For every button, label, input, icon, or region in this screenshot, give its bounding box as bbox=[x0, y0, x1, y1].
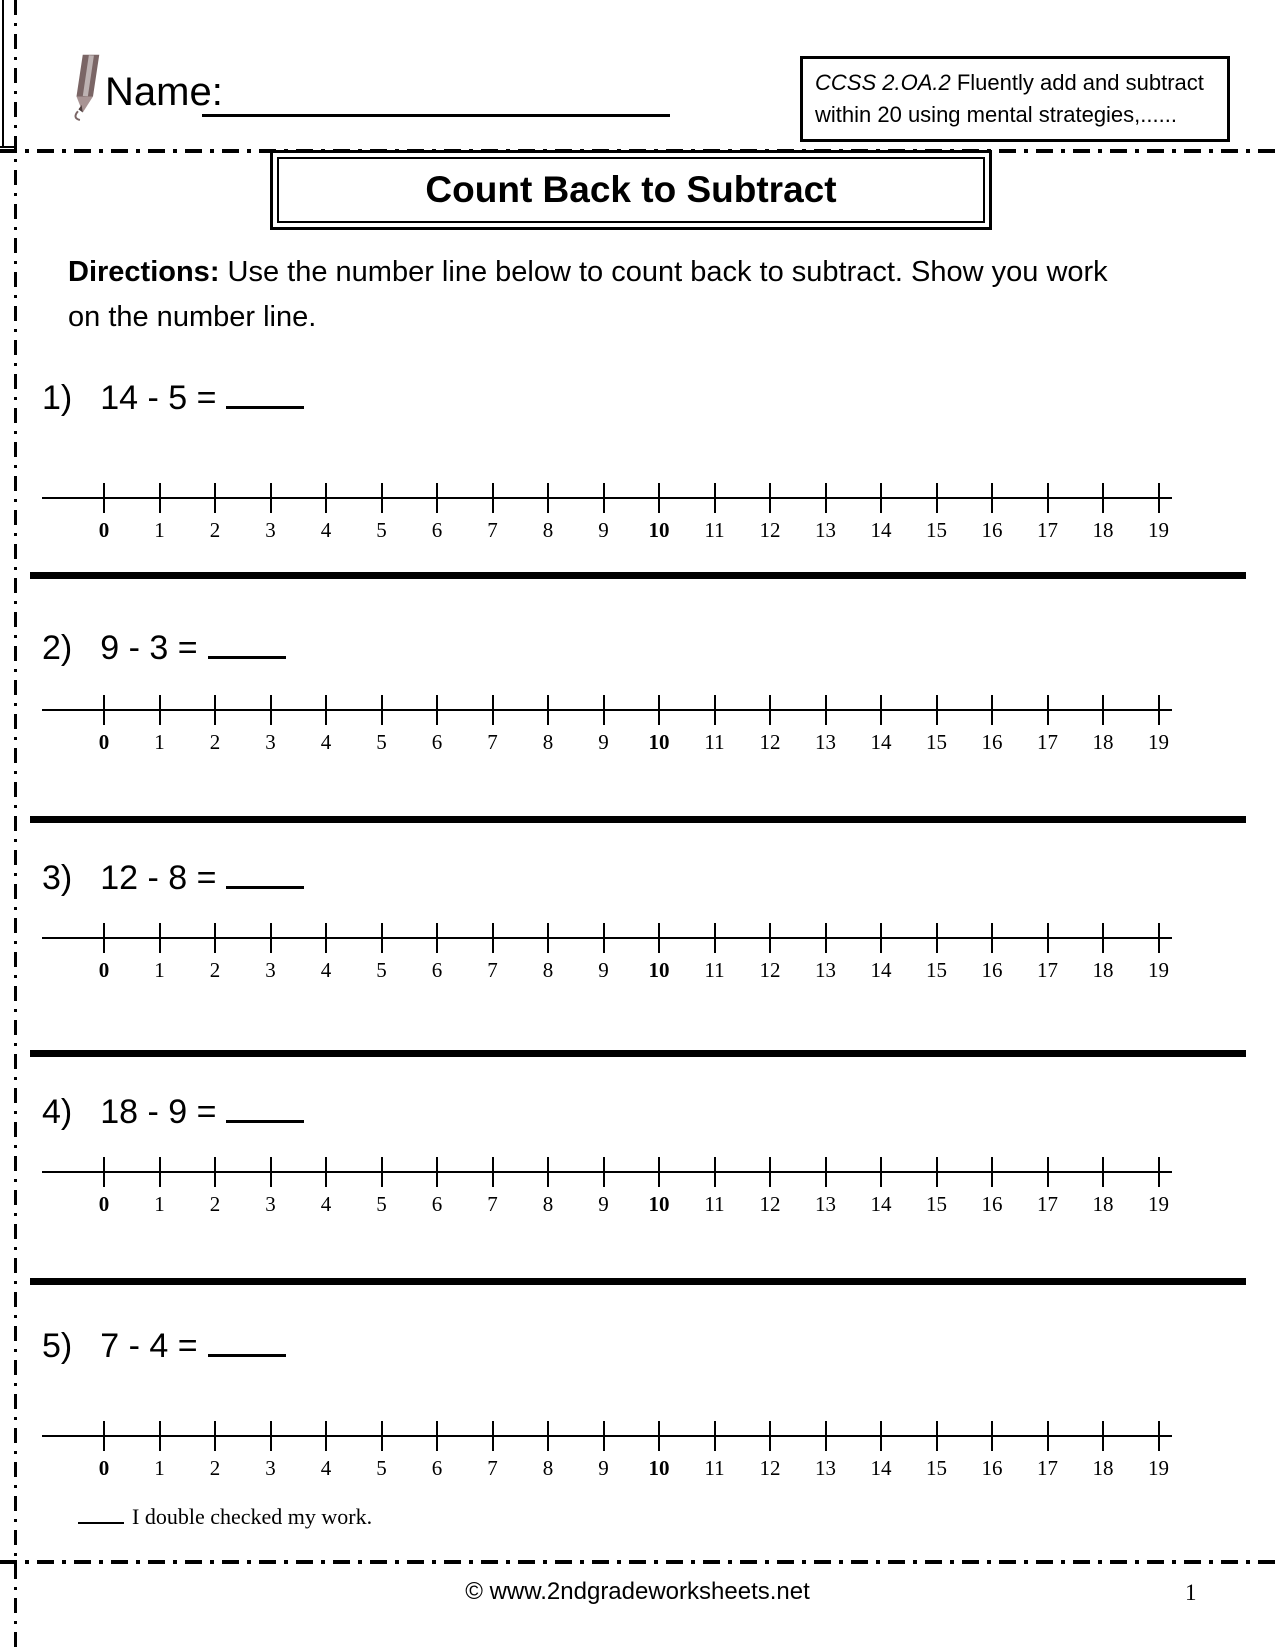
footer-credit: © www.2ndgradeworksheets.net bbox=[465, 1578, 810, 1605]
page-number: 1 bbox=[1185, 1580, 1197, 1605]
tick-label: 8 bbox=[542, 1192, 554, 1216]
tick-mark bbox=[325, 695, 327, 725]
tick-label: 18 bbox=[1092, 730, 1114, 754]
tick-mark bbox=[270, 483, 272, 513]
tick-label: 8 bbox=[542, 1456, 554, 1480]
tick-mark bbox=[103, 483, 105, 513]
problem-number: 1) bbox=[42, 379, 73, 417]
tick-label: 15 bbox=[926, 1456, 947, 1480]
tick-mark bbox=[547, 483, 549, 513]
tick-mark bbox=[991, 483, 993, 513]
tick-mark bbox=[1047, 1421, 1049, 1451]
tick-label: 4 bbox=[320, 730, 332, 754]
tick-mark bbox=[1102, 1157, 1104, 1187]
tick-label: 0 bbox=[98, 1456, 110, 1480]
number-line bbox=[42, 1412, 1172, 1484]
number-line bbox=[42, 1148, 1172, 1220]
tick-label: 9 bbox=[598, 1456, 609, 1480]
problem-row-2 bbox=[42, 622, 286, 668]
tick-label: 6 bbox=[431, 958, 443, 982]
tick-mark bbox=[880, 483, 882, 513]
tick-mark bbox=[1047, 1157, 1049, 1187]
tick-label: 3 bbox=[265, 1456, 276, 1480]
tick-mark bbox=[492, 695, 494, 725]
number-line-rule bbox=[42, 709, 1172, 711]
problem-expression: 7 - 4 = bbox=[100, 1327, 198, 1365]
tick-mark bbox=[1102, 1421, 1104, 1451]
tick-mark bbox=[880, 695, 882, 725]
tick-mark bbox=[769, 923, 771, 953]
tick-mark bbox=[936, 483, 938, 513]
tick-label: 5 bbox=[376, 958, 387, 982]
number-line bbox=[42, 914, 1172, 986]
tick-label: 13 bbox=[815, 1192, 836, 1216]
tick-mark bbox=[159, 1157, 161, 1187]
tick-mark bbox=[381, 483, 383, 513]
tick-mark bbox=[436, 1421, 438, 1451]
double-check-line bbox=[78, 1502, 372, 1530]
tick-label: 17 bbox=[1037, 1192, 1058, 1216]
tick-label: 6 bbox=[431, 1192, 443, 1216]
name-label: Name: bbox=[105, 70, 223, 114]
tick-mark bbox=[658, 695, 660, 725]
tick-mark bbox=[714, 1157, 716, 1187]
tick-mark bbox=[658, 923, 660, 953]
tick-label: 8 bbox=[542, 730, 554, 754]
tick-label: 5 bbox=[376, 730, 387, 754]
tick-label: 5 bbox=[376, 1192, 387, 1216]
tick-label: 1 bbox=[154, 518, 165, 542]
tick-mark bbox=[1158, 695, 1160, 725]
tick-label: 6 bbox=[431, 1456, 443, 1480]
tick-mark bbox=[1102, 923, 1104, 953]
tick-mark bbox=[270, 695, 272, 725]
tick-mark bbox=[603, 1421, 605, 1451]
tick-label: 7 bbox=[487, 730, 498, 754]
tick-label: 1 bbox=[154, 1456, 165, 1480]
tick-label: 14 bbox=[870, 1456, 892, 1480]
tick-label: 0 bbox=[98, 518, 110, 542]
tick-label: 19 bbox=[1148, 518, 1169, 542]
tick-label: 6 bbox=[431, 730, 443, 754]
tick-mark bbox=[991, 695, 993, 725]
ccss-standard-box bbox=[800, 56, 1230, 142]
number-line bbox=[42, 474, 1172, 546]
tick-label: 0 bbox=[98, 1192, 110, 1216]
tick-mark bbox=[991, 1421, 993, 1451]
number-line-rule bbox=[42, 937, 1172, 939]
problem-expression: 12 - 8 = bbox=[100, 859, 217, 897]
tick-label: 14 bbox=[870, 1192, 892, 1216]
tick-mark bbox=[325, 1421, 327, 1451]
tick-label: 11 bbox=[704, 958, 725, 982]
tick-label: 15 bbox=[926, 730, 947, 754]
tick-label: 2 bbox=[209, 1456, 221, 1480]
tick-label: 18 bbox=[1092, 1456, 1114, 1480]
tick-mark bbox=[1158, 1157, 1160, 1187]
problem-row-4 bbox=[42, 1086, 304, 1132]
tick-label: 12 bbox=[759, 958, 781, 982]
dashed-border-bottom bbox=[0, 1560, 1275, 1564]
tick-label: 8 bbox=[542, 518, 554, 542]
tick-label: 16 bbox=[981, 958, 1003, 982]
section-divider bbox=[30, 1278, 1246, 1285]
tick-label: 2 bbox=[209, 958, 221, 982]
tick-label: 3 bbox=[265, 958, 276, 982]
tick-mark bbox=[159, 695, 161, 725]
answer-blank bbox=[226, 1086, 304, 1123]
tick-mark bbox=[825, 923, 827, 953]
tick-mark bbox=[936, 1157, 938, 1187]
tick-label: 4 bbox=[320, 518, 332, 542]
tick-mark bbox=[547, 695, 549, 725]
tick-label: 19 bbox=[1148, 1192, 1169, 1216]
tick-mark bbox=[214, 695, 216, 725]
tick-mark bbox=[825, 1421, 827, 1451]
tick-mark bbox=[1102, 483, 1104, 513]
double-check-blank bbox=[78, 1502, 124, 1524]
tick-mark bbox=[159, 923, 161, 953]
tick-mark bbox=[1047, 483, 1049, 513]
tick-mark bbox=[880, 1421, 882, 1451]
section-divider bbox=[30, 572, 1246, 579]
tick-label: 18 bbox=[1092, 518, 1114, 542]
tick-mark bbox=[769, 1157, 771, 1187]
tick-mark bbox=[825, 483, 827, 513]
tick-mark bbox=[714, 483, 716, 513]
tick-mark bbox=[991, 923, 993, 953]
problem-row-3 bbox=[42, 852, 304, 898]
tick-label: 15 bbox=[926, 518, 947, 542]
directions-label: Directions: bbox=[68, 256, 220, 288]
tick-label: 5 bbox=[376, 518, 387, 542]
number-line-rule bbox=[42, 497, 1172, 499]
ccss-code: CCSS 2.OA.2 bbox=[815, 70, 951, 95]
tick-mark bbox=[492, 1421, 494, 1451]
tick-label: 11 bbox=[704, 730, 725, 754]
tick-label: 1 bbox=[154, 958, 165, 982]
tick-mark bbox=[214, 1421, 216, 1451]
tick-mark bbox=[603, 1157, 605, 1187]
tick-label: 1 bbox=[154, 1192, 165, 1216]
title-box bbox=[270, 150, 992, 230]
tick-label: 13 bbox=[815, 1456, 836, 1480]
tick-label: 2 bbox=[209, 730, 221, 754]
tick-label: 16 bbox=[981, 1456, 1003, 1480]
tick-mark bbox=[103, 1157, 105, 1187]
tick-mark bbox=[1047, 695, 1049, 725]
tick-label: 7 bbox=[487, 1192, 498, 1216]
tick-mark bbox=[270, 1421, 272, 1451]
tick-label: 2 bbox=[209, 1192, 221, 1216]
tick-label: 16 bbox=[981, 1192, 1003, 1216]
tick-label: 13 bbox=[815, 730, 836, 754]
tick-label: 14 bbox=[870, 518, 892, 542]
tick-label: 9 bbox=[598, 958, 609, 982]
number-line bbox=[42, 686, 1172, 758]
tick-label: 10 bbox=[648, 958, 670, 982]
tick-label: 12 bbox=[759, 1192, 781, 1216]
tick-mark bbox=[769, 483, 771, 513]
tick-mark bbox=[381, 1421, 383, 1451]
tick-mark bbox=[270, 923, 272, 953]
tick-label: 12 bbox=[759, 1456, 781, 1480]
name-blank-line bbox=[202, 114, 670, 117]
number-line-rule bbox=[42, 1435, 1172, 1437]
tick-mark bbox=[547, 1421, 549, 1451]
tick-mark bbox=[103, 695, 105, 725]
tick-label: 0 bbox=[98, 730, 110, 754]
tick-mark bbox=[658, 1157, 660, 1187]
tick-label: 11 bbox=[704, 518, 725, 542]
tick-label: 3 bbox=[265, 1192, 276, 1216]
tick-mark bbox=[769, 1421, 771, 1451]
tick-label: 10 bbox=[648, 730, 670, 754]
tick-label: 13 bbox=[815, 958, 836, 982]
tick-label: 12 bbox=[759, 730, 781, 754]
problem-number: 3) bbox=[42, 859, 73, 897]
tick-label: 13 bbox=[815, 518, 836, 542]
tick-mark bbox=[603, 923, 605, 953]
tick-mark bbox=[714, 695, 716, 725]
tick-label: 1 bbox=[154, 730, 165, 754]
tick-mark bbox=[492, 483, 494, 513]
tick-mark bbox=[825, 695, 827, 725]
tick-label: 2 bbox=[209, 518, 221, 542]
tick-mark bbox=[159, 1421, 161, 1451]
answer-blank bbox=[208, 622, 286, 659]
tick-mark bbox=[1047, 923, 1049, 953]
directions-text-line2: on the number line. bbox=[68, 300, 317, 333]
answer-blank bbox=[226, 852, 304, 889]
problem-number: 5) bbox=[42, 1327, 73, 1365]
tick-label: 3 bbox=[265, 730, 276, 754]
tick-mark bbox=[825, 1157, 827, 1187]
tick-label: 17 bbox=[1037, 958, 1058, 982]
tick-mark bbox=[603, 483, 605, 513]
tick-mark bbox=[214, 1157, 216, 1187]
tick-mark bbox=[325, 923, 327, 953]
tick-mark bbox=[436, 695, 438, 725]
tick-label: 12 bbox=[759, 518, 781, 542]
double-check-text: I double checked my work. bbox=[132, 1504, 373, 1529]
tick-mark bbox=[880, 1157, 882, 1187]
tick-label: 8 bbox=[542, 958, 554, 982]
tick-mark bbox=[214, 923, 216, 953]
tick-label: 18 bbox=[1092, 1192, 1114, 1216]
number-line-rule bbox=[42, 1171, 1172, 1173]
tick-label: 7 bbox=[487, 518, 498, 542]
tick-mark bbox=[714, 1421, 716, 1451]
tick-label: 17 bbox=[1037, 518, 1058, 542]
tick-mark bbox=[991, 1157, 993, 1187]
tick-label: 10 bbox=[648, 518, 670, 542]
ccss-text-line2: within 20 using mental strategies,...... bbox=[815, 101, 1177, 127]
tick-label: 6 bbox=[431, 518, 443, 542]
tick-mark bbox=[381, 695, 383, 725]
dashed-border-left bbox=[14, 0, 17, 1650]
tick-label: 17 bbox=[1037, 730, 1058, 754]
tick-mark bbox=[603, 695, 605, 725]
tick-mark bbox=[270, 1157, 272, 1187]
tick-mark bbox=[547, 1157, 549, 1187]
section-divider bbox=[30, 816, 1246, 823]
problem-expression: 14 - 5 = bbox=[100, 379, 217, 417]
tick-mark bbox=[436, 1157, 438, 1187]
problem-expression: 18 - 9 = bbox=[100, 1093, 217, 1131]
tick-mark bbox=[1158, 1421, 1160, 1451]
problem-number: 2) bbox=[42, 629, 73, 667]
tick-mark bbox=[769, 695, 771, 725]
tick-mark bbox=[936, 695, 938, 725]
tick-mark bbox=[436, 483, 438, 513]
tick-label: 15 bbox=[926, 1192, 947, 1216]
tick-mark bbox=[936, 1421, 938, 1451]
tick-label: 16 bbox=[981, 518, 1003, 542]
tick-mark bbox=[1102, 695, 1104, 725]
tick-mark bbox=[1158, 483, 1160, 513]
tick-mark bbox=[492, 923, 494, 953]
tick-mark bbox=[214, 483, 216, 513]
tick-label: 4 bbox=[320, 1456, 332, 1480]
tick-label: 17 bbox=[1037, 1456, 1058, 1480]
tick-label: 7 bbox=[487, 1456, 498, 1480]
tick-label: 11 bbox=[704, 1192, 725, 1216]
answer-blank bbox=[226, 372, 304, 409]
tick-label: 0 bbox=[98, 958, 110, 982]
tick-label: 18 bbox=[1092, 958, 1114, 982]
tick-label: 16 bbox=[981, 730, 1003, 754]
tick-label: 15 bbox=[926, 958, 947, 982]
answer-blank bbox=[208, 1320, 286, 1357]
tick-mark bbox=[492, 1157, 494, 1187]
tick-mark bbox=[658, 483, 660, 513]
problem-expression: 9 - 3 = bbox=[100, 629, 198, 667]
pencil-icon bbox=[62, 50, 106, 129]
page-title: Count Back to Subtract bbox=[277, 157, 985, 223]
problem-row-1 bbox=[42, 372, 304, 418]
tick-label: 9 bbox=[598, 1192, 609, 1216]
tick-mark bbox=[381, 923, 383, 953]
tick-mark bbox=[381, 1157, 383, 1187]
tick-label: 3 bbox=[265, 518, 276, 542]
tick-mark bbox=[936, 923, 938, 953]
tick-mark bbox=[547, 923, 549, 953]
tick-mark bbox=[436, 923, 438, 953]
tick-mark bbox=[103, 923, 105, 953]
tick-mark bbox=[880, 923, 882, 953]
tick-mark bbox=[325, 1157, 327, 1187]
tick-mark bbox=[1158, 923, 1160, 953]
problem-number: 4) bbox=[42, 1093, 73, 1131]
tick-mark bbox=[325, 483, 327, 513]
tick-mark bbox=[159, 483, 161, 513]
tick-mark bbox=[103, 1421, 105, 1451]
tick-label: 4 bbox=[320, 958, 332, 982]
tick-label: 19 bbox=[1148, 730, 1169, 754]
tick-label: 19 bbox=[1148, 958, 1169, 982]
tick-mark bbox=[714, 923, 716, 953]
tick-label: 9 bbox=[598, 730, 609, 754]
problem-row-5 bbox=[42, 1320, 286, 1366]
tick-label: 4 bbox=[320, 1192, 332, 1216]
tick-label: 5 bbox=[376, 1456, 387, 1480]
tick-label: 19 bbox=[1148, 1456, 1169, 1480]
section-divider bbox=[30, 1050, 1246, 1057]
ccss-text: Fluently add and subtract bbox=[956, 70, 1204, 95]
tick-label: 9 bbox=[598, 518, 609, 542]
tick-label: 14 bbox=[870, 958, 892, 982]
tick-label: 11 bbox=[704, 1456, 725, 1480]
directions bbox=[68, 250, 1188, 340]
tick-mark bbox=[658, 1421, 660, 1451]
left-edge-rule bbox=[2, 0, 4, 147]
tick-label: 14 bbox=[870, 730, 892, 754]
tick-label: 10 bbox=[648, 1456, 670, 1480]
tick-label: 10 bbox=[648, 1192, 670, 1216]
tick-label: 7 bbox=[487, 958, 498, 982]
directions-text-line1: Use the number line below to count back to subtract. Show you work bbox=[227, 256, 1108, 288]
